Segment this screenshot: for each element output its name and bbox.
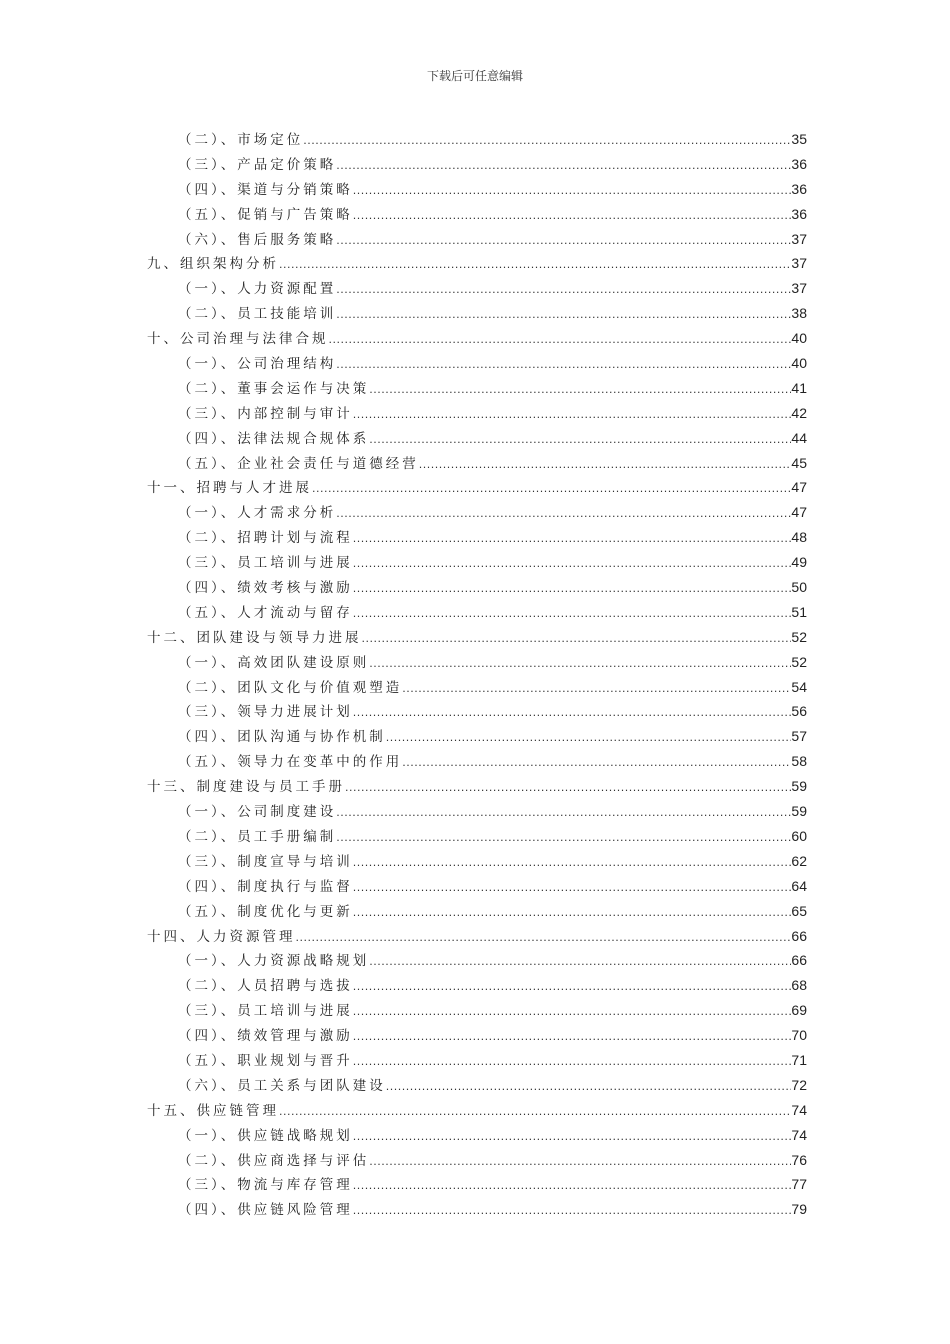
toc-page-number: 74 xyxy=(791,1126,807,1143)
toc-chapter-entry[interactable] xyxy=(147,625,807,650)
toc-section-entry[interactable] xyxy=(147,1123,807,1148)
toc-entry-title: （三）、物流与库存管理 xyxy=(178,1177,353,1194)
toc-page-number: 37 xyxy=(791,280,807,297)
toc-section-entry[interactable] xyxy=(147,1172,807,1197)
toc-section-entry[interactable] xyxy=(147,301,807,326)
toc-section-entry[interactable] xyxy=(147,550,807,575)
dot-leader xyxy=(336,826,791,851)
table-of-contents xyxy=(147,127,807,1222)
toc-page-number: 37 xyxy=(791,255,807,272)
toc-chapter-entry[interactable] xyxy=(147,475,807,500)
toc-page-number: 56 xyxy=(791,703,807,720)
toc-page-number: 57 xyxy=(791,728,807,745)
toc-section-entry[interactable] xyxy=(147,401,807,426)
toc-section-entry[interactable] xyxy=(147,998,807,1023)
toc-entry-title: 十、公司治理与法律合规 xyxy=(147,331,329,348)
toc-entry-title: （二）、员工手册编制 xyxy=(178,828,337,845)
toc-entry-title: （六）、售后服务策略 xyxy=(178,231,337,248)
dot-leader xyxy=(386,726,792,751)
toc-page-number: 71 xyxy=(791,1051,807,1068)
toc-entry-title: （二）、董事会运作与决策 xyxy=(178,380,370,397)
toc-entry-title: （三）、产品定价策略 xyxy=(178,156,337,173)
toc-page-number: 45 xyxy=(791,454,807,471)
dot-leader xyxy=(336,303,791,328)
toc-page-number: 47 xyxy=(791,479,807,496)
dot-leader xyxy=(353,577,792,602)
toc-entry-title: （四）、制度执行与监督 xyxy=(178,878,353,895)
toc-page-number: 44 xyxy=(791,429,807,446)
toc-entry-title: （二）、团队文化与价值观塑造 xyxy=(178,679,403,696)
toc-entry-title: （三）、领导力进展计划 xyxy=(178,704,353,721)
dot-leader xyxy=(329,328,792,353)
dot-leader xyxy=(296,926,792,951)
toc-page-number: 66 xyxy=(791,927,807,944)
dot-leader xyxy=(336,502,791,527)
toc-chapter-entry[interactable] xyxy=(147,924,807,949)
toc-entry-title: （二）、员工技能培训 xyxy=(178,306,337,323)
toc-entry-title: （四）、法律法规合规体系 xyxy=(178,430,370,447)
dot-leader xyxy=(336,154,791,179)
dot-leader xyxy=(303,129,791,154)
dot-leader xyxy=(386,1075,792,1100)
toc-entry-title: （二）、人员招聘与选拔 xyxy=(178,978,353,995)
toc-entry-title: （一）、公司治理结构 xyxy=(178,356,337,373)
toc-page-number: 36 xyxy=(791,155,807,172)
dot-leader xyxy=(336,229,791,254)
toc-page-number: 69 xyxy=(791,1002,807,1019)
toc-section-entry[interactable] xyxy=(147,1197,807,1222)
dot-leader xyxy=(402,677,791,702)
dot-leader xyxy=(353,552,792,577)
toc-chapter-entry[interactable] xyxy=(147,1098,807,1123)
dot-leader xyxy=(353,1199,792,1224)
dot-leader xyxy=(353,1174,792,1199)
toc-page-number: 68 xyxy=(791,977,807,994)
toc-section-entry[interactable] xyxy=(147,1073,807,1098)
toc-page-number: 54 xyxy=(791,678,807,695)
toc-chapter-entry[interactable] xyxy=(147,326,807,351)
toc-page-number: 60 xyxy=(791,827,807,844)
toc-chapter-entry[interactable] xyxy=(147,251,807,276)
toc-entry-title: （五）、企业社会责任与道德经营 xyxy=(178,455,419,472)
toc-page-number: 49 xyxy=(791,554,807,571)
toc-page-number: 40 xyxy=(791,330,807,347)
toc-entry-title: （二）、供应商选择与评估 xyxy=(178,1152,370,1169)
dot-leader xyxy=(353,876,792,901)
dot-leader xyxy=(353,975,792,1000)
toc-page-number: 58 xyxy=(791,753,807,770)
dot-leader xyxy=(353,1050,792,1075)
toc-entry-title: （一）、人才需求分析 xyxy=(178,505,337,522)
toc-page-number: 48 xyxy=(791,529,807,546)
toc-page-number: 59 xyxy=(791,778,807,795)
toc-page-number: 36 xyxy=(791,205,807,222)
toc-entry-title: （一）、人力资源配置 xyxy=(178,281,337,298)
dot-leader xyxy=(353,204,792,229)
toc-entry-title: 十三、制度建设与员工手册 xyxy=(147,779,345,796)
toc-entry-title: （三）、制度宣导与培训 xyxy=(178,853,353,870)
toc-section-entry[interactable] xyxy=(147,227,807,252)
toc-section-entry[interactable] xyxy=(147,575,807,600)
toc-page-number: 62 xyxy=(791,852,807,869)
toc-entry-title: （一）、人力资源战略规划 xyxy=(178,953,370,970)
toc-entry-title: （四）、绩效管理与激励 xyxy=(178,1028,353,1045)
toc-entry-title: 十四、人力资源管理 xyxy=(147,928,296,945)
toc-section-entry[interactable] xyxy=(147,1023,807,1048)
toc-section-entry[interactable] xyxy=(147,600,807,625)
toc-section-entry[interactable] xyxy=(147,724,807,749)
dot-leader xyxy=(369,652,791,677)
toc-section-entry[interactable] xyxy=(147,1148,807,1173)
toc-page-number: 36 xyxy=(791,180,807,197)
dot-leader xyxy=(402,751,791,776)
toc-section-entry[interactable] xyxy=(147,849,807,874)
dot-leader xyxy=(312,477,791,502)
toc-page-number: 79 xyxy=(791,1201,807,1218)
toc-section-entry[interactable] xyxy=(147,899,807,924)
dot-leader xyxy=(279,1100,791,1125)
toc-entry-title: 九、组织架构分析 xyxy=(147,256,279,273)
dot-leader xyxy=(353,602,792,627)
toc-section-entry[interactable] xyxy=(147,276,807,301)
toc-entry-title: （五）、领导力在变革中的作用 xyxy=(178,754,403,771)
toc-entry-title: （一）、公司制度建设 xyxy=(178,804,337,821)
toc-page-number: 52 xyxy=(791,653,807,670)
toc-section-entry[interactable] xyxy=(147,799,807,824)
toc-entry-title: （三）、员工培训与进展 xyxy=(178,1003,353,1020)
dot-leader xyxy=(419,453,792,478)
toc-page-number: 77 xyxy=(791,1176,807,1193)
toc-page-number: 72 xyxy=(791,1076,807,1093)
toc-entry-title: （五）、促销与广告策略 xyxy=(178,206,353,223)
dot-leader xyxy=(353,527,792,552)
dot-leader xyxy=(353,403,792,428)
toc-page-number: 47 xyxy=(791,504,807,521)
toc-page-number: 65 xyxy=(791,902,807,919)
toc-page-number: 38 xyxy=(791,305,807,322)
toc-entry-title: 十五、供应链管理 xyxy=(147,1102,279,1119)
toc-entry-title: （六）、员工关系与团队建设 xyxy=(178,1077,386,1094)
toc-page-number: 42 xyxy=(791,404,807,421)
toc-entry-title: （四）、团队沟通与协作机制 xyxy=(178,729,386,746)
toc-page-number: 52 xyxy=(791,628,807,645)
dot-leader xyxy=(362,627,792,652)
toc-section-entry[interactable] xyxy=(147,351,807,376)
toc-page-number: 35 xyxy=(791,131,807,147)
toc-entry-title: （二）、招聘计划与流程 xyxy=(178,530,353,547)
dot-leader xyxy=(369,1150,791,1175)
toc-section-entry[interactable] xyxy=(147,749,807,774)
toc-page-number: 51 xyxy=(791,603,807,620)
toc-page-number: 59 xyxy=(791,803,807,820)
dot-leader xyxy=(353,179,792,204)
toc-entry-title: （五）、制度优化与更新 xyxy=(178,903,353,920)
toc-section-entry[interactable] xyxy=(147,202,807,227)
toc-page-number: 50 xyxy=(791,579,807,596)
toc-section-entry[interactable] xyxy=(147,948,807,973)
dot-leader xyxy=(369,378,791,403)
toc-entry-title: （四）、渠道与分销策略 xyxy=(178,181,353,198)
toc-section-entry[interactable] xyxy=(147,525,807,550)
toc-section-entry[interactable] xyxy=(147,376,807,401)
toc-page-number: 37 xyxy=(791,230,807,247)
toc-entry-title: （四）、绩效考核与激励 xyxy=(178,580,353,597)
toc-section-entry[interactable] xyxy=(147,675,807,700)
toc-chapter-entry[interactable] xyxy=(147,774,807,799)
toc-page-number: 41 xyxy=(791,379,807,396)
toc-entry-title: （三）、内部控制与审计 xyxy=(178,405,353,422)
dot-leader xyxy=(279,253,791,278)
toc-page-number: 70 xyxy=(791,1027,807,1044)
dot-leader xyxy=(353,1125,792,1150)
toc-entry-title: （一）、供应链战略规划 xyxy=(178,1127,353,1144)
toc-entry-title: （三）、员工培训与进展 xyxy=(178,555,353,572)
toc-page-number: 40 xyxy=(791,355,807,372)
toc-entry-title: （二）、市场定位 xyxy=(178,132,304,148)
toc-page-number: 66 xyxy=(791,952,807,969)
toc-entry-title: （一）、高效团队建设原则 xyxy=(178,654,370,671)
toc-section-entry[interactable] xyxy=(147,426,807,451)
toc-section-entry[interactable] xyxy=(147,127,807,152)
toc-entry-title: 十二、团队建设与领导力进展 xyxy=(147,629,362,646)
toc-page-number: 64 xyxy=(791,877,807,894)
toc-section-entry[interactable] xyxy=(147,650,807,675)
toc-section-entry[interactable] xyxy=(147,152,807,177)
toc-section-entry[interactable] xyxy=(147,1048,807,1073)
toc-section-entry[interactable] xyxy=(147,824,807,849)
toc-section-entry[interactable] xyxy=(147,874,807,899)
dot-leader xyxy=(353,851,792,876)
dot-leader xyxy=(369,950,791,975)
toc-section-entry[interactable] xyxy=(147,699,807,724)
toc-section-entry[interactable] xyxy=(147,973,807,998)
dot-leader xyxy=(369,428,791,453)
dot-leader xyxy=(353,1000,792,1025)
dot-leader xyxy=(336,278,791,303)
dot-leader xyxy=(336,801,791,826)
dot-leader xyxy=(353,901,792,926)
toc-entry-title: （五）、职业规划与晋升 xyxy=(178,1052,353,1069)
dot-leader xyxy=(336,353,791,378)
toc-page-number: 76 xyxy=(791,1151,807,1168)
toc-page-number: 74 xyxy=(791,1101,807,1118)
dot-leader xyxy=(345,776,791,801)
dot-leader xyxy=(353,1025,792,1050)
toc-section-entry[interactable] xyxy=(147,500,807,525)
toc-entry-title: （四）、供应链风险管理 xyxy=(178,1202,353,1219)
page-header: 下载后可任意编辑 xyxy=(426,69,523,83)
toc-section-entry[interactable] xyxy=(147,451,807,476)
dot-leader xyxy=(353,701,792,726)
toc-entry-title: （五）、人才流动与留存 xyxy=(178,604,353,621)
toc-section-entry[interactable] xyxy=(147,177,807,202)
toc-entry-title: 十一、招聘与人才进展 xyxy=(147,480,312,497)
